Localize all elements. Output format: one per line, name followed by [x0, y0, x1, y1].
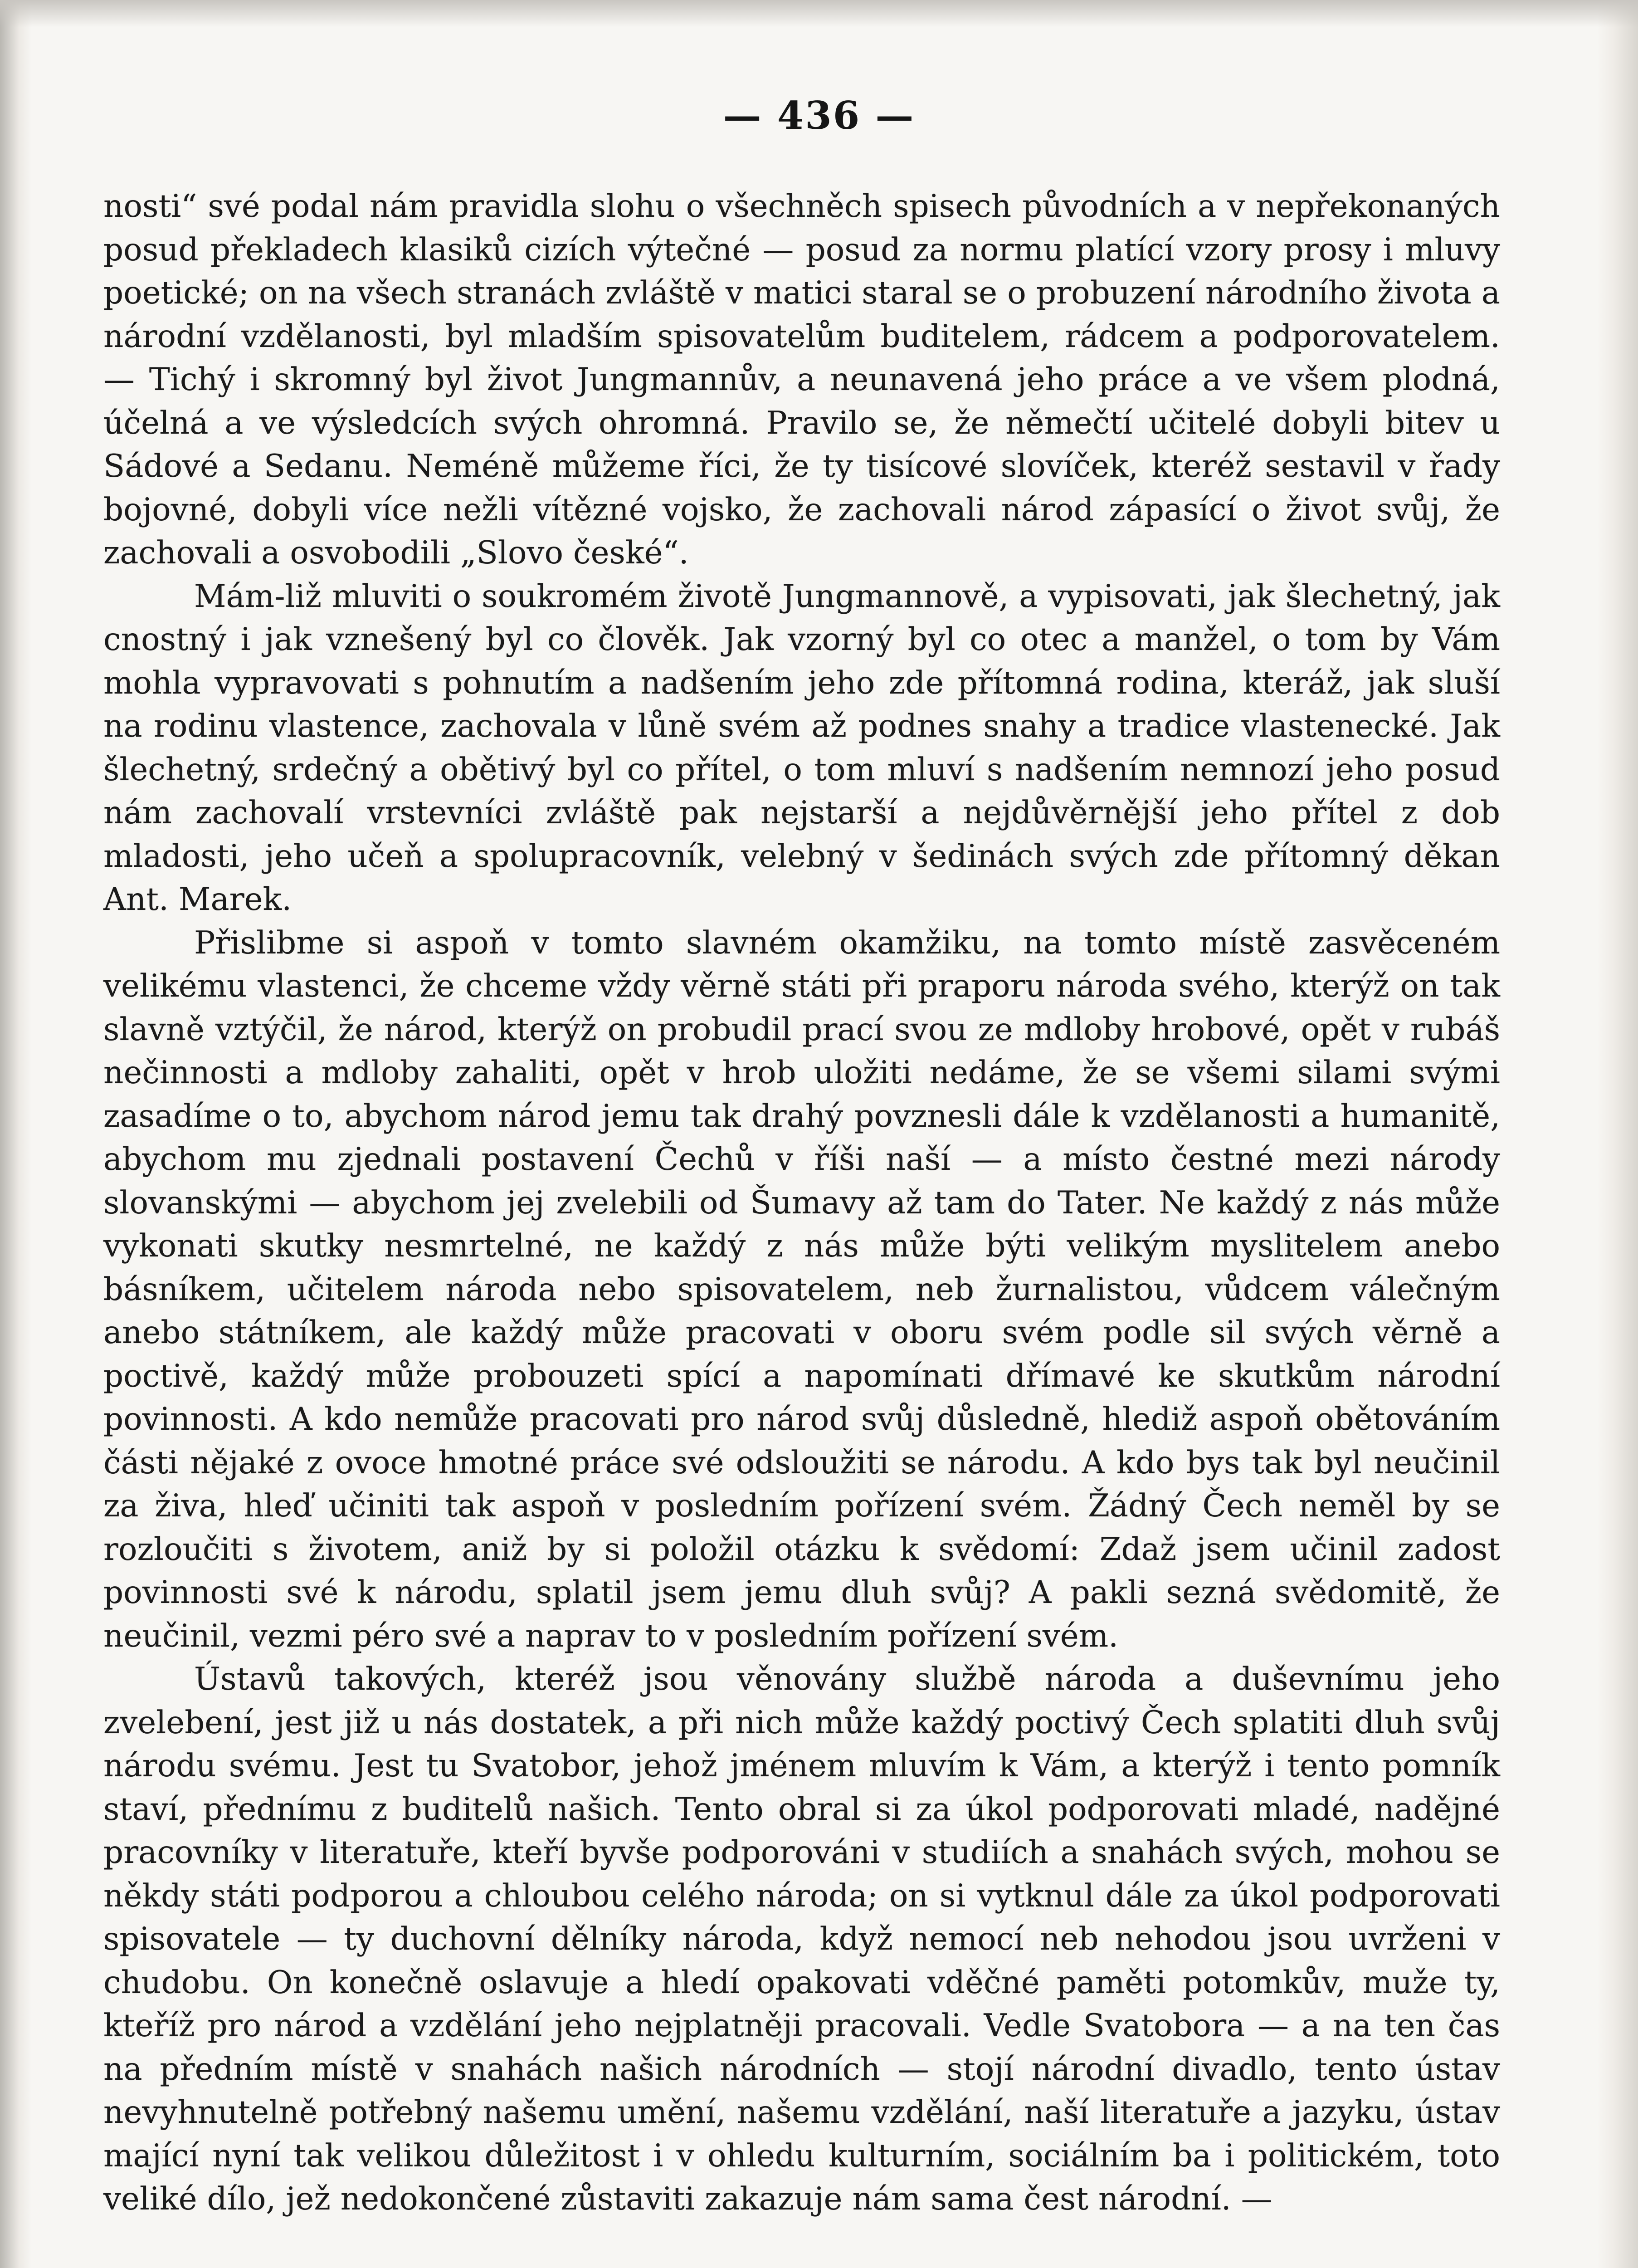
paragraph-jungmann-private-life: Mám-liž mluviti o soukromém životě Jungmannově, a vypisovati, jak šlechetný, jak cnostný i jak vznešený byl co člověk. Jak vzorný byl co otec a manžel, o tom by Vám mohla vypravovati s pohnutím a nadšením jeho zde přítomná rodina, kteráž, jak sluší na rodinu vlastence, zachovala v lůně svém až podnes snahy a tradice vlastenecké. Jak šlechetný, srdečný a obětivý byl co přítel, o tom mluví s nadšením nemnozí jeho posud nám zachovalí vrstevníci zvláště pak nejstarší a nejdůvěrnější jeho přítel z dob mladosti, jeho učeň a spolupracovník, velebný v šedinách svých zde přítomný děkan Ant. Marek. [103, 578, 1500, 918]
paragraph-institutions: Ústavů takových, kteréž jsou věnovány službě národa a duševnímu jeho zvelebení, jest již u nás dostatek, a při nich může každý poctivý Čech splatiti dluh svůj národu svému. Jest tu Svatobor, jehož jménem mluvím k Vám, a kterýž i tento pomník staví, přednímu z buditelů našich. Tento obral si za úkol podporovati mladé, nadějné pracovníky v literatuře, kteří byvše podporováni v studiích a snahách svých, mohou se někdy státi podporou a chloubou celého národa; on si vytknul dále za úkol podporovati spisovatele — ty duchovní dělníky národa, když nemocí neb nehodou jsou uvrženi v chudobu. On konečně oslavuje a hledí opakovati vděčné paměti potomkův, muže ty, kteříž pro národ a vzdělání jeho nejplatněji pracovali. Vedle Svatobora — a na ten čas na předním místě v snahách našich národních — stojí národní divadlo, tento ústav nevyhnutelně potřebný našemu umění, našemu vzdělání, naší literatuře a jazyku, ústav mající nyní tak velikou důležitost i v ohledu kulturním, sociálním ba i politickém, toto veliké dílo, jež nedokončené zůstaviti zakazuje nám sama čest národní. — [103, 1661, 1500, 2217]
page-number: — 436 — [723, 93, 915, 138]
page-edge-top [0, 0, 1638, 27]
paragraph-promise: Přislibme si aspoň v tomto slavném okamžiku, na tomto místě zasvěceném velikému vlastenci, že chceme vždy věrně státi při praporu národa svého, kterýž on tak slavně vztýčil, že národ, kterýž on probudil prací svou ze mdloby hrobové, opět v rubáš nečinnosti a mdloby zahaliti, opět v hrob uložiti nedáme, že se všemi silami svými zasadíme o to, abychom národ jemu tak drahý povznesli dále k vzdělanosti a humanitě, abychom mu zjednali postavení Čechů v říši naší — a místo čestné mezi národy slovanskými — abychom jej zvelebili od Šumavy až tam do Tater. Ne každý z nás může vykonati skutky nesmrtelné, ne každý z nás může býti velikým myslitelem anebo básníkem, učitelem národa nebo spisovatelem, neb žurnalistou, vůdcem válečným anebo státníkem, ale každý může pracovati v oboru svém podle sil svých věrně a poctivě, každý může probouzeti spící a napomínati dřímavé ke skutkům národní povinnosti. A kdo nemůže pracovati pro národ svůj důsledně, hlediž aspoň obětováním části nějaké z ovoce hmotné práce své odsloužiti se národu. A kdo bys tak byl neučinil za živa, hleď učiniti tak aspoň v posledním pořízení svém. Žádný Čech neměl by se rozloučiti s životem, aniž by si položil otázku k svědomí: Zdaž jsem učinil zadost povinnosti své k národu, splatil jsem jemu dluh svůj? A pakli sezná svědomitě, že neučinil, vezmi péro své a naprav to v posledním pořízení svém. [103, 924, 1500, 1654]
body-text [103, 185, 1500, 2221]
page-edge-right [1597, 0, 1638, 2268]
page-edge-left [0, 0, 32, 2268]
paragraph-continued: nosti“ své podal nám pravidla slohu o všechněch spisech původních a v nepřekonaných posud překladech klasiků cizích výtečné — posud za normu platící vzory prosy i mluvy poetické; on na všech stranách zvláště v matici staral se o probuzení národního života a národní vzdělanosti, byl mladším spisovatelům buditelem, rádcem a podporovatelem. — Tichý i skromný byl život Jungmannův, a neunavená jeho práce a ve všem plodná, účelná a ve výsledcích svých ohromná. Pravilo se, že němečtí učitelé dobyli bitev u Sádové a Sedanu. Neméně můžeme říci, že ty tisícové slovíček, kteréž sestavil v řady bojovné, dobyli více nežli vítězné vojsko, že zachovali národ zápasící o život svůj, že zachovali a osvobodili „Slovo české“. [103, 188, 1500, 571]
